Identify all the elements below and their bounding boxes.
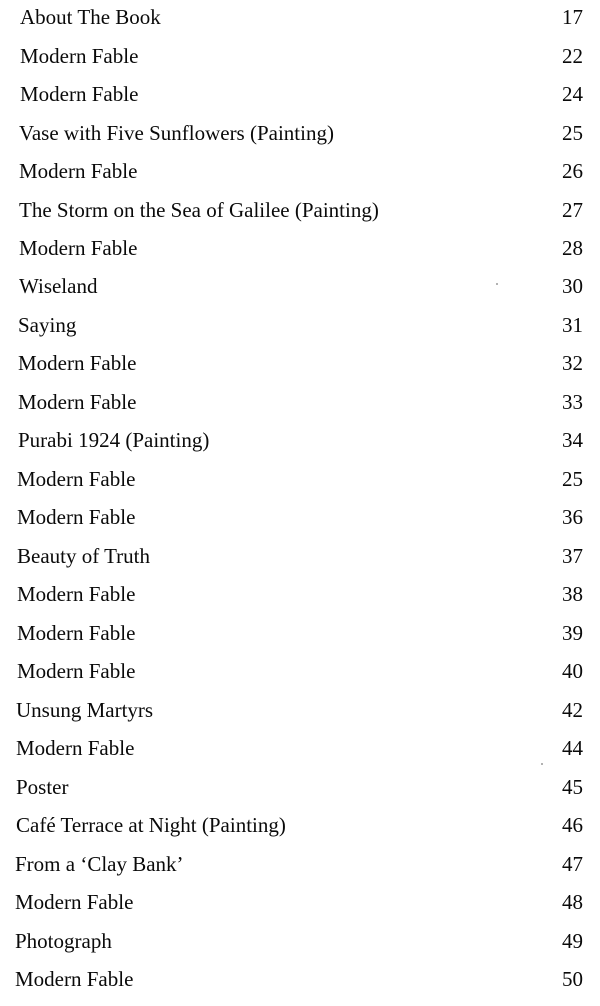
entry-page-number: 25: [562, 467, 583, 491]
entry-title: Unsung Martyrs: [16, 698, 154, 722]
entry-page-number: 30: [562, 274, 583, 298]
entry-page-number: 44: [562, 736, 583, 760]
entry-title: Purabi 1924 (Painting): [18, 428, 210, 452]
toc-entry: [0, 267, 600, 305]
entry-title: About The Book: [20, 5, 161, 29]
entry-page-number: 33: [562, 390, 583, 414]
entry-page-number: 50: [562, 967, 583, 991]
toc-entry: [0, 537, 600, 575]
entry-page-number: 47: [562, 852, 583, 876]
entry-title: Modern Fable: [15, 967, 134, 991]
entry-page-number: 46: [562, 813, 583, 837]
toc-entry: [0, 652, 600, 690]
entry-title: Modern Fable: [17, 659, 136, 683]
entry-page-number: 32: [562, 351, 583, 375]
toc-entry: [0, 37, 600, 75]
entry-page-number: 39: [562, 621, 583, 645]
entry-page-number: 22: [562, 44, 583, 68]
entry-title: Saying: [18, 313, 77, 337]
toc-entry: [0, 614, 600, 652]
entry-page-number: 42: [562, 698, 583, 722]
entry-title: Modern Fable: [17, 467, 136, 491]
entry-title: Café Terrace at Night (Painting): [16, 813, 286, 837]
entry-title: The Storm on the Sea of Galilee (Painting): [19, 198, 379, 222]
entry-title: Modern Fable: [17, 505, 136, 529]
toc-entry: [0, 75, 600, 113]
toc-entry: [0, 960, 600, 998]
toc-entry: [0, 575, 600, 613]
toc-entry: [0, 768, 600, 806]
entry-page-number: 28: [562, 236, 583, 260]
toc-entry: [0, 845, 600, 883]
entry-title: Modern Fable: [17, 582, 136, 606]
toc-entry: [0, 498, 600, 536]
entry-title: Beauty of Truth: [17, 544, 151, 568]
entry-page-number: 27: [562, 198, 583, 222]
scan-speck: [541, 763, 543, 765]
toc-entry: [0, 691, 600, 729]
entry-page-number: 31: [562, 313, 583, 337]
entry-page-number: 17: [562, 5, 583, 29]
entry-title: Photograph: [15, 929, 112, 953]
toc-entry: [0, 306, 600, 344]
entry-page-number: 34: [562, 428, 583, 452]
toc-entry: [0, 229, 600, 267]
entry-title: Poster: [16, 775, 69, 799]
toc-entry: [0, 0, 600, 36]
toc-entry: [0, 883, 600, 921]
entry-page-number: 36: [562, 505, 583, 529]
entry-title: Vase with Five Sunflowers (Painting): [19, 121, 334, 145]
toc-entry: [0, 729, 600, 767]
entry-page-number: 26: [562, 159, 583, 183]
entry-title: Modern Fable: [20, 44, 139, 68]
toc-entry: [0, 421, 600, 459]
toc-entry: [0, 344, 600, 382]
entry-title: From a ‘Clay Bank’: [15, 852, 184, 876]
entry-page-number: 49: [562, 929, 583, 953]
entry-title: Modern Fable: [18, 390, 137, 414]
toc-entry: [0, 114, 600, 152]
entry-title: Modern Fable: [15, 890, 134, 914]
entry-title: Wiseland: [19, 274, 98, 298]
entry-page-number: 40: [562, 659, 583, 683]
toc-entry: [0, 460, 600, 498]
entry-title: Modern Fable: [16, 736, 135, 760]
toc-entry: [0, 806, 600, 844]
entry-title: Modern Fable: [18, 351, 137, 375]
entry-title: Modern Fable: [19, 236, 138, 260]
entry-page-number: 45: [562, 775, 583, 799]
entry-page-number: 48: [562, 890, 583, 914]
toc-entry: [0, 152, 600, 190]
entry-page-number: 24: [562, 82, 583, 106]
entry-title: Modern Fable: [20, 82, 139, 106]
entry-title: Modern Fable: [19, 159, 138, 183]
scan-speck: [496, 283, 498, 285]
entry-page-number: 25: [562, 121, 583, 145]
entry-title: Modern Fable: [17, 621, 136, 645]
entry-page-number: 37: [562, 544, 583, 568]
toc-entry: [0, 191, 600, 229]
toc-entry: [0, 922, 600, 960]
toc-entry: [0, 383, 600, 421]
entry-page-number: 38: [562, 582, 583, 606]
